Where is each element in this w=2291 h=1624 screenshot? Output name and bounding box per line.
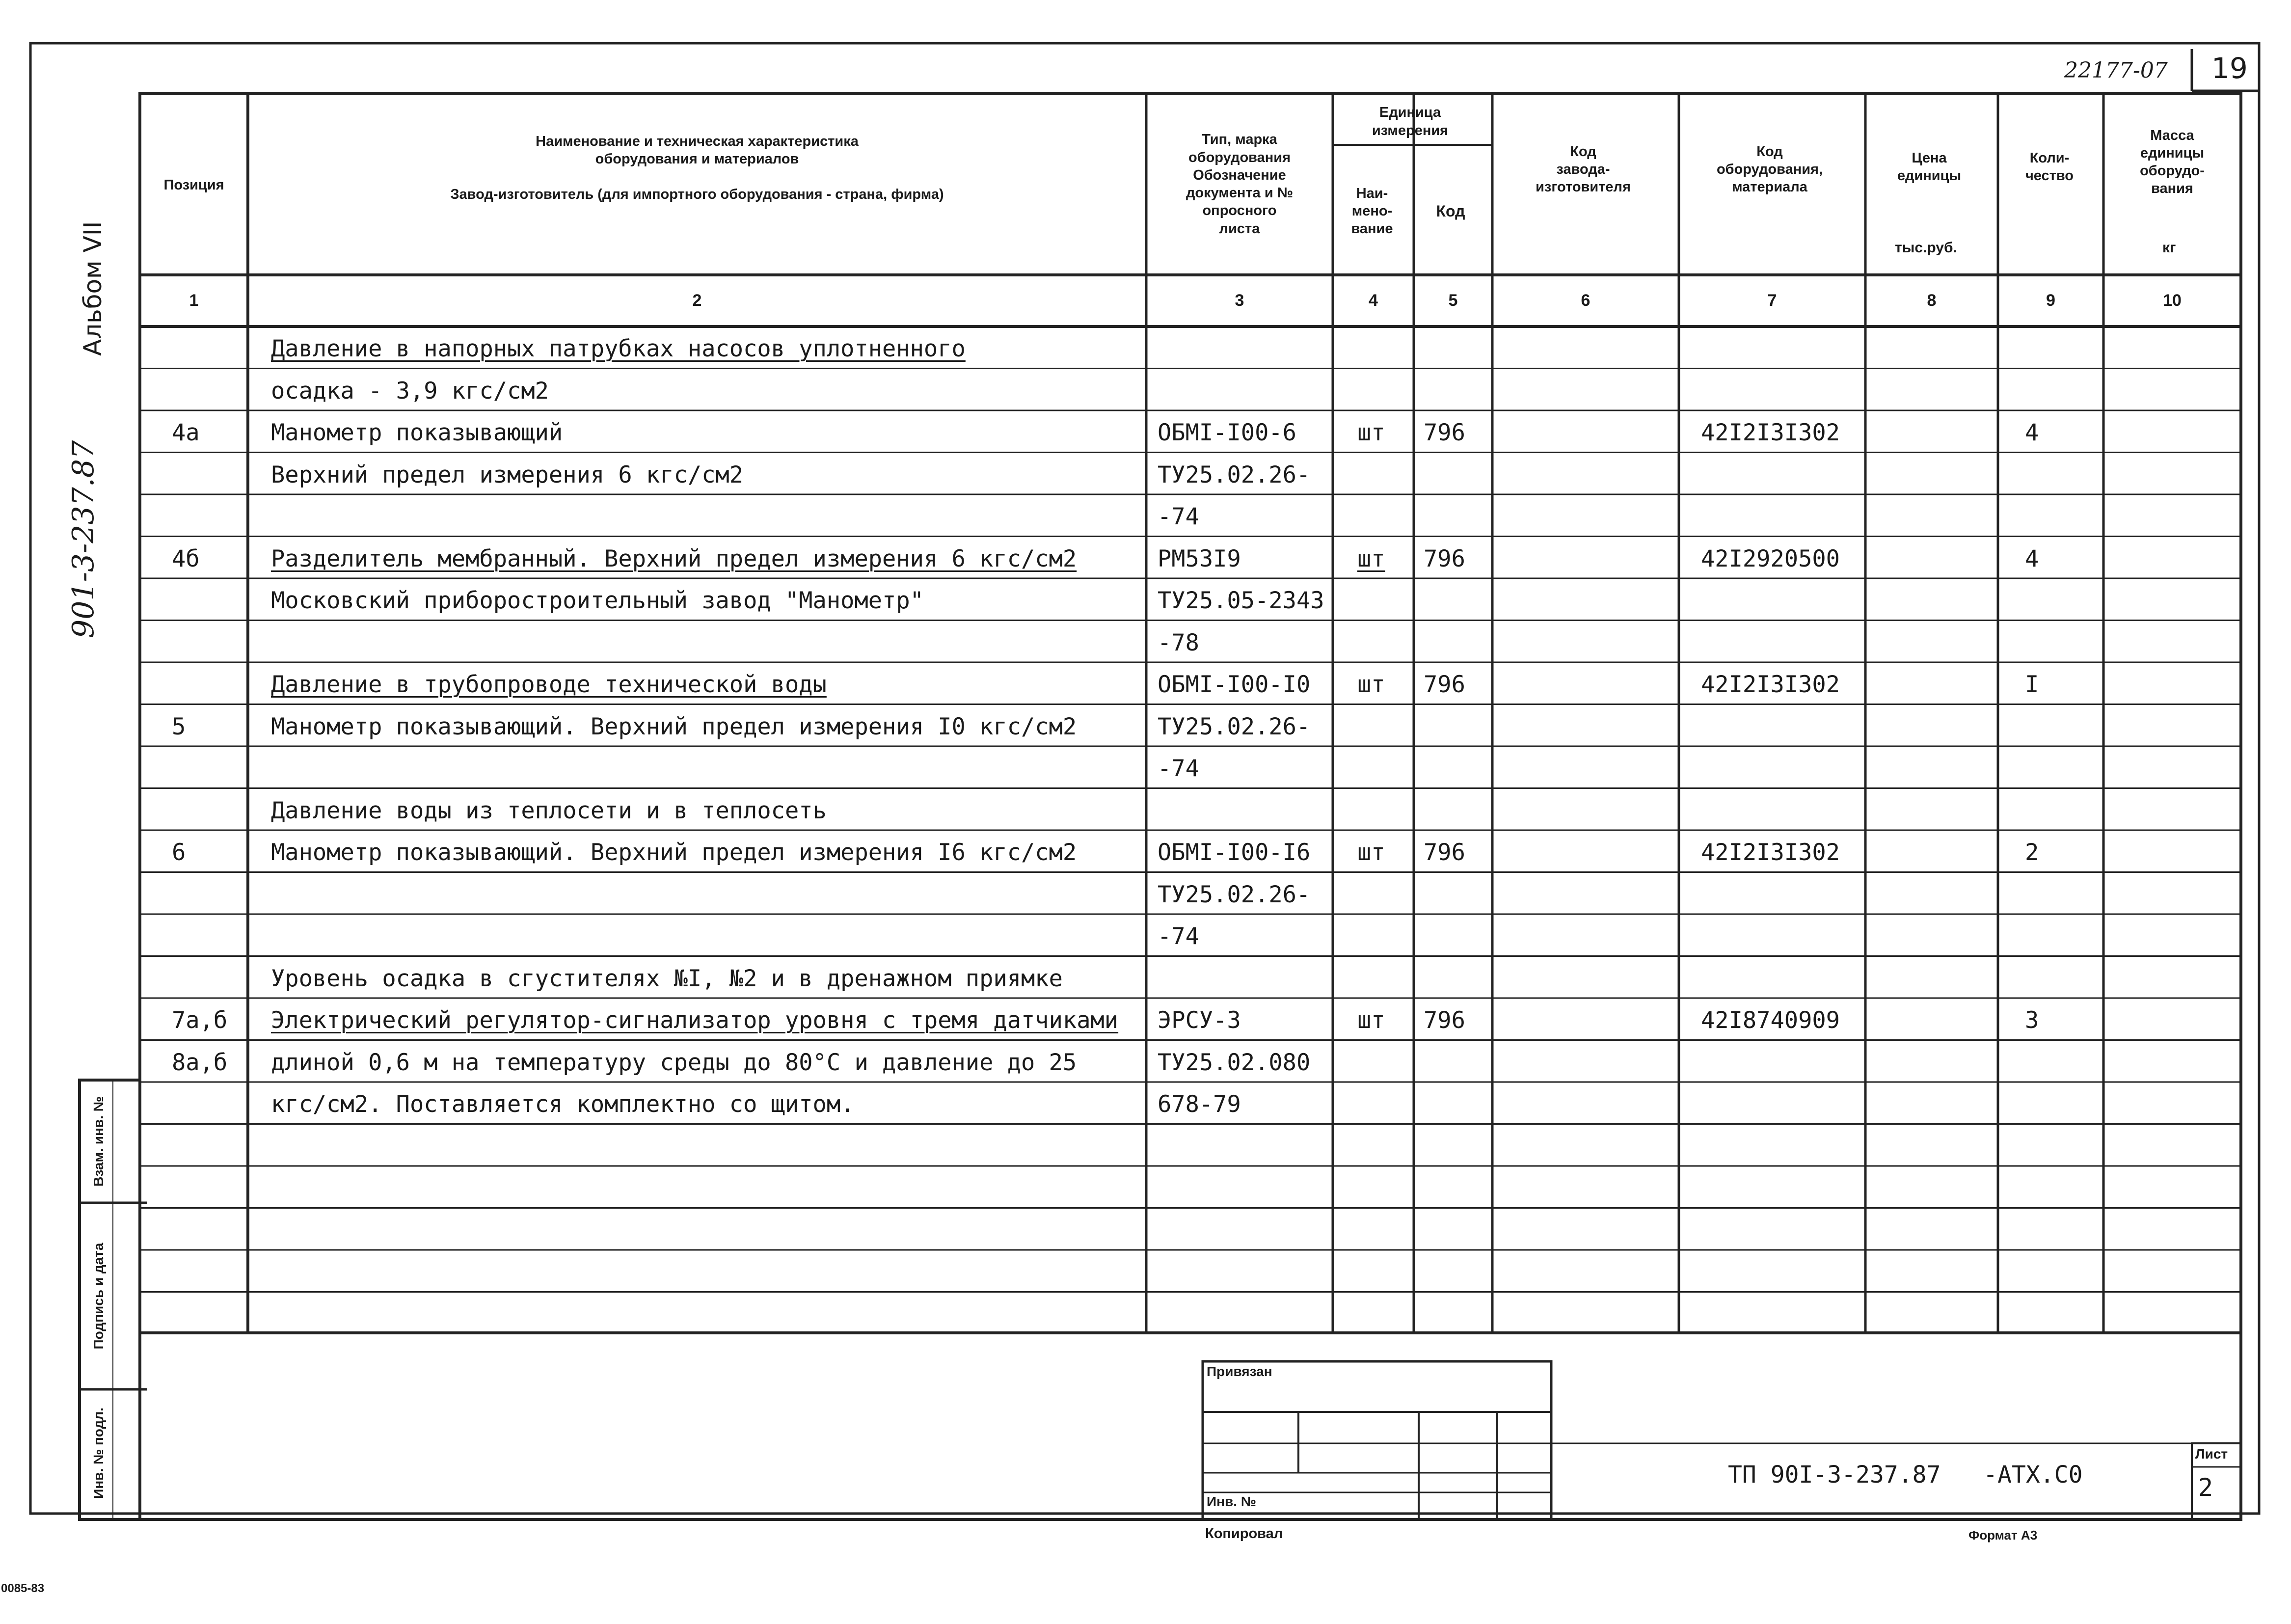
row-name: Уровень осадка в сгустителях №I, №2 и в дренажном приямке xyxy=(271,965,1063,992)
row-unit-code: 796 xyxy=(1424,1007,1465,1034)
column-number-2: 2 xyxy=(692,291,702,310)
header-mass-unit: кг xyxy=(2162,240,2176,256)
row-type: -74 xyxy=(1158,923,1199,950)
row-type: ТУ25.02.26- xyxy=(1158,713,1311,740)
row-quantity: 4 xyxy=(2025,419,2039,446)
side-album-label: Альбом VII xyxy=(79,221,107,356)
header-maker-code: Код завода- изготовителя xyxy=(1536,143,1631,195)
row-equipment-code: 42I8740909 xyxy=(1701,1007,1840,1034)
row-type: 678-79 xyxy=(1158,1091,1241,1118)
row-equipment-code: 42I2I3I302 xyxy=(1701,671,1840,698)
row-name: осадка - 3,9 кгс/см2 xyxy=(271,377,549,405)
row-position: 4а xyxy=(172,419,200,446)
column-number-6: 6 xyxy=(1581,291,1590,310)
row-type: -78 xyxy=(1158,629,1199,656)
row-type: ТУ25.02.26- xyxy=(1158,881,1311,908)
side-project-number: 901-3-237.87 xyxy=(66,440,101,638)
header-name-line2: оборудования и материалов xyxy=(595,151,799,167)
row-unit-name: шт xyxy=(1357,419,1385,446)
row-position: 5 xyxy=(172,713,186,740)
stamp-podpis-data: Подпись и дата xyxy=(91,1243,106,1350)
row-quantity: 3 xyxy=(2025,1007,2039,1034)
row-position: 4б xyxy=(172,545,200,572)
row-type: ОБМI-I00-I0 xyxy=(1158,671,1311,698)
row-name: Манометр показывающий. Верхний предел измерения I0 кгс/см2 xyxy=(271,713,1077,740)
row-quantity: 2 xyxy=(2025,839,2039,866)
header-name-line1: Наименование и техническая характеристика xyxy=(536,134,859,149)
column-number-10: 10 xyxy=(2163,291,2182,310)
row-name: Разделитель мембранный. Верхний предел измерения 6 кгс/см2 xyxy=(271,545,1077,572)
stamp-designation: ТП 90I-3-237.87 -АТХ.С0 xyxy=(1728,1461,2083,1489)
row-type: ОБМI-I00-6 xyxy=(1158,419,1296,446)
footer-code: 0085-83 xyxy=(1,1582,45,1595)
row-unit-code: 796 xyxy=(1424,671,1465,698)
row-unit-name: шт xyxy=(1357,839,1385,866)
header-mass: Масса единицы оборудо- вания xyxy=(2140,127,2205,197)
column-number-5: 5 xyxy=(1448,291,1458,310)
row-type: ОБМI-I00-I6 xyxy=(1158,839,1311,866)
header-name-line3: Завод-изготовитель (для импортного оборудования - страна, фирма) xyxy=(450,186,944,202)
stamp-sheet-number: 2 xyxy=(2198,1473,2213,1502)
header-unit-name: Наи- мено- вание xyxy=(1351,185,1393,237)
header-equip-code: Код оборудования, материала xyxy=(1716,143,1823,195)
row-equipment-code: 42I2I3I302 xyxy=(1701,839,1840,866)
stamp-vzam-inv: Взам. инв. № xyxy=(91,1096,106,1187)
header-quantity: Коли- чество xyxy=(2025,150,2074,184)
header-type: Тип, марка оборудования Обозначение документа и № опросного листа xyxy=(1186,132,1294,237)
column-number-4: 4 xyxy=(1369,291,1378,310)
header-price: Цена единицы xyxy=(1897,150,1962,184)
row-quantity: I xyxy=(2025,671,2039,698)
header-name xyxy=(250,133,1144,231)
stamp-sheet-label: Лист xyxy=(2195,1446,2228,1462)
column-number-7: 7 xyxy=(1767,291,1777,310)
row-unit-code: 796 xyxy=(1424,545,1465,572)
page-corner-number: 19 xyxy=(2211,52,2248,85)
row-name: длиной 0,6 м на температуру среды до 80°С и давление до 25 xyxy=(271,1049,1077,1076)
row-name: кгс/см2. Поставляется комплектно со щитом. xyxy=(271,1091,855,1118)
row-position: 8а,б xyxy=(172,1049,228,1076)
row-type: ТУ25.02.26- xyxy=(1158,461,1311,488)
row-name: Манометр показывающий xyxy=(271,419,563,446)
row-unit-name: шт xyxy=(1357,671,1385,698)
row-name: Московский приборостроительный завод "Манометр" xyxy=(271,587,924,614)
header-unit-group: Единица измерения xyxy=(1372,105,1449,138)
row-name: Верхний предел измерения 6 кгс/см2 xyxy=(271,461,744,488)
row-quantity: 4 xyxy=(2025,545,2039,572)
row-name: Давление воды из теплосети и в теплосеть xyxy=(271,797,827,824)
header-position: Позиция xyxy=(163,177,224,193)
row-type: -74 xyxy=(1158,503,1199,530)
row-unit-code: 796 xyxy=(1424,419,1465,446)
row-type: ТУ25.05-2343 xyxy=(1158,587,1324,614)
column-number-8: 8 xyxy=(1927,291,1937,310)
row-unit-code: 796 xyxy=(1424,839,1465,866)
footer-format: Формат А3 xyxy=(1968,1528,2038,1543)
row-type: РМ53I9 xyxy=(1158,545,1241,572)
row-type: ЭРСУ-3 xyxy=(1158,1007,1241,1034)
row-position: 6 xyxy=(172,839,186,866)
row-name: Электрический регулятор-сигнализатор уровня с тремя датчиками xyxy=(271,1007,1119,1034)
row-unit-name: шт xyxy=(1357,545,1385,572)
header-unit-code: Код xyxy=(1436,202,1465,220)
header-price-unit: тыс.руб. xyxy=(1895,240,1957,256)
column-number-9: 9 xyxy=(2046,291,2055,310)
doc-number-handwritten: 22177-07 xyxy=(2064,58,2168,83)
column-number-3: 3 xyxy=(1235,291,1244,310)
stamp-inv-no: Инв. № xyxy=(1207,1494,1257,1509)
row-name: Давление в трубопроводе технической воды xyxy=(271,671,827,698)
column-number-1: 1 xyxy=(189,291,199,310)
row-name: Давление в напорных патрубках насосов уплотненного xyxy=(271,335,966,362)
footer-kopiroval: Копировал xyxy=(1205,1526,1283,1542)
stamp-privyazan: Привязан xyxy=(1207,1364,1272,1379)
row-equipment-code: 42I2920500 xyxy=(1701,545,1840,572)
row-position: 7а,б xyxy=(172,1007,228,1034)
stamp-inv-podl: Инв. № подл. xyxy=(91,1407,106,1499)
row-equipment-code: 42I2I3I302 xyxy=(1701,419,1840,446)
row-type: -74 xyxy=(1158,755,1199,782)
row-name: Манометр показывающий. Верхний предел измерения I6 кгс/см2 xyxy=(271,839,1077,866)
row-unit-name: шт xyxy=(1357,1007,1385,1034)
row-type: ТУ25.02.080 xyxy=(1158,1049,1311,1076)
